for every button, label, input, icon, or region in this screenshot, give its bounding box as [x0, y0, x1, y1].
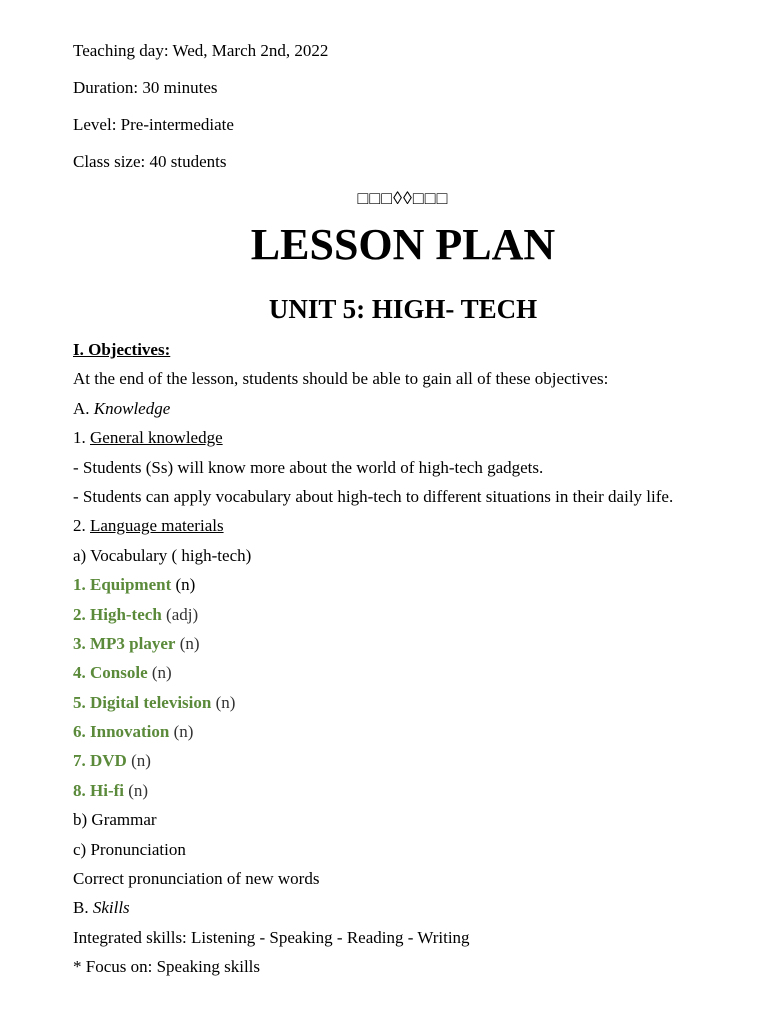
vocab-term: 7. DVD	[73, 751, 127, 771]
vocab-term: 1. Equipment	[73, 575, 172, 595]
teaching-day: Teaching day: Wed, March 2nd, 2022	[73, 41, 329, 60]
language-prefix: 2.	[73, 516, 90, 536]
vocab-term: 8. Hi-fi	[73, 780, 124, 800]
vocab-term: 6. Innovation	[73, 722, 170, 742]
objectives-intro: At the end of the lesson, students should be able to gain all of these objectives:	[73, 369, 609, 389]
objectives-section	[73, 339, 733, 986]
vocab-pos: (n)	[211, 692, 236, 712]
unit-title: UNIT 5: HIGH- TECH	[268, 294, 538, 324]
skills-prefix: B.	[73, 898, 93, 918]
document-page	[73, 0, 733, 1024]
focus-skills: * Focus on: Speaking skills	[73, 957, 261, 977]
duration: Duration: 30 minutes	[73, 78, 218, 97]
vocab-item	[73, 604, 733, 633]
class-size: Class size: 40 students	[73, 152, 227, 171]
language-materials-label: Language materials	[90, 516, 224, 536]
vocab-item	[73, 721, 733, 750]
integrated-skills: Integrated skills: Listening - Speaking - Reading - Writing	[73, 927, 470, 947]
general-item: - Students can apply vocabulary about high-tech to different situations in their daily life.	[73, 486, 674, 506]
general-item: - Students (Ss) will know more about the world of high-tech gadgets.	[73, 457, 544, 477]
vocab-item	[73, 633, 733, 662]
general-knowledge-line	[73, 427, 733, 456]
vocab-item	[73, 780, 733, 809]
vocab-pos: (n)	[175, 633, 200, 653]
vocab-pos: (n)	[126, 751, 151, 771]
pronunciation-detail: Correct pronunciation of new words	[73, 869, 320, 889]
vocab-pos: (n)	[171, 575, 196, 595]
vocab-item	[73, 662, 733, 691]
vocab-item	[73, 750, 733, 779]
vocab-pos: (adj)	[161, 604, 199, 624]
vocab-item	[73, 692, 733, 721]
knowledge-label: Knowledge	[93, 398, 171, 418]
general-knowledge-label: General knowledge	[90, 428, 223, 448]
vocab-term: 4. Console	[73, 663, 148, 683]
vocab-term: 3. MP3 player	[73, 633, 176, 653]
skills-label: Skills	[92, 898, 130, 918]
vocabulary-heading: a) Vocabulary ( high-tech)	[73, 545, 252, 565]
page-title: LESSON PLAN	[250, 220, 556, 269]
knowledge-prefix: A.	[73, 398, 94, 418]
skills-line	[73, 897, 733, 926]
general-prefix: 1.	[73, 428, 90, 448]
vocab-item	[73, 574, 733, 603]
pronunciation-heading: c) Pronunciation	[73, 839, 186, 859]
grammar-heading: b) Grammar	[73, 810, 157, 830]
knowledge-line	[73, 398, 733, 427]
vocab-term: 5. Digital television	[73, 692, 212, 712]
objectives-heading-line	[73, 339, 733, 368]
vocab-term: 2. High-tech	[73, 604, 162, 624]
vocab-pos: (n)	[169, 722, 194, 742]
language-materials-line	[73, 515, 733, 544]
objectives-heading: I. Objectives:	[73, 340, 171, 359]
vocab-pos: (n)	[124, 780, 149, 800]
vocab-pos: (n)	[147, 663, 172, 683]
level: Level: Pre-intermediate	[73, 115, 234, 134]
decorative-divider: □□□◊◊□□□	[357, 188, 449, 208]
